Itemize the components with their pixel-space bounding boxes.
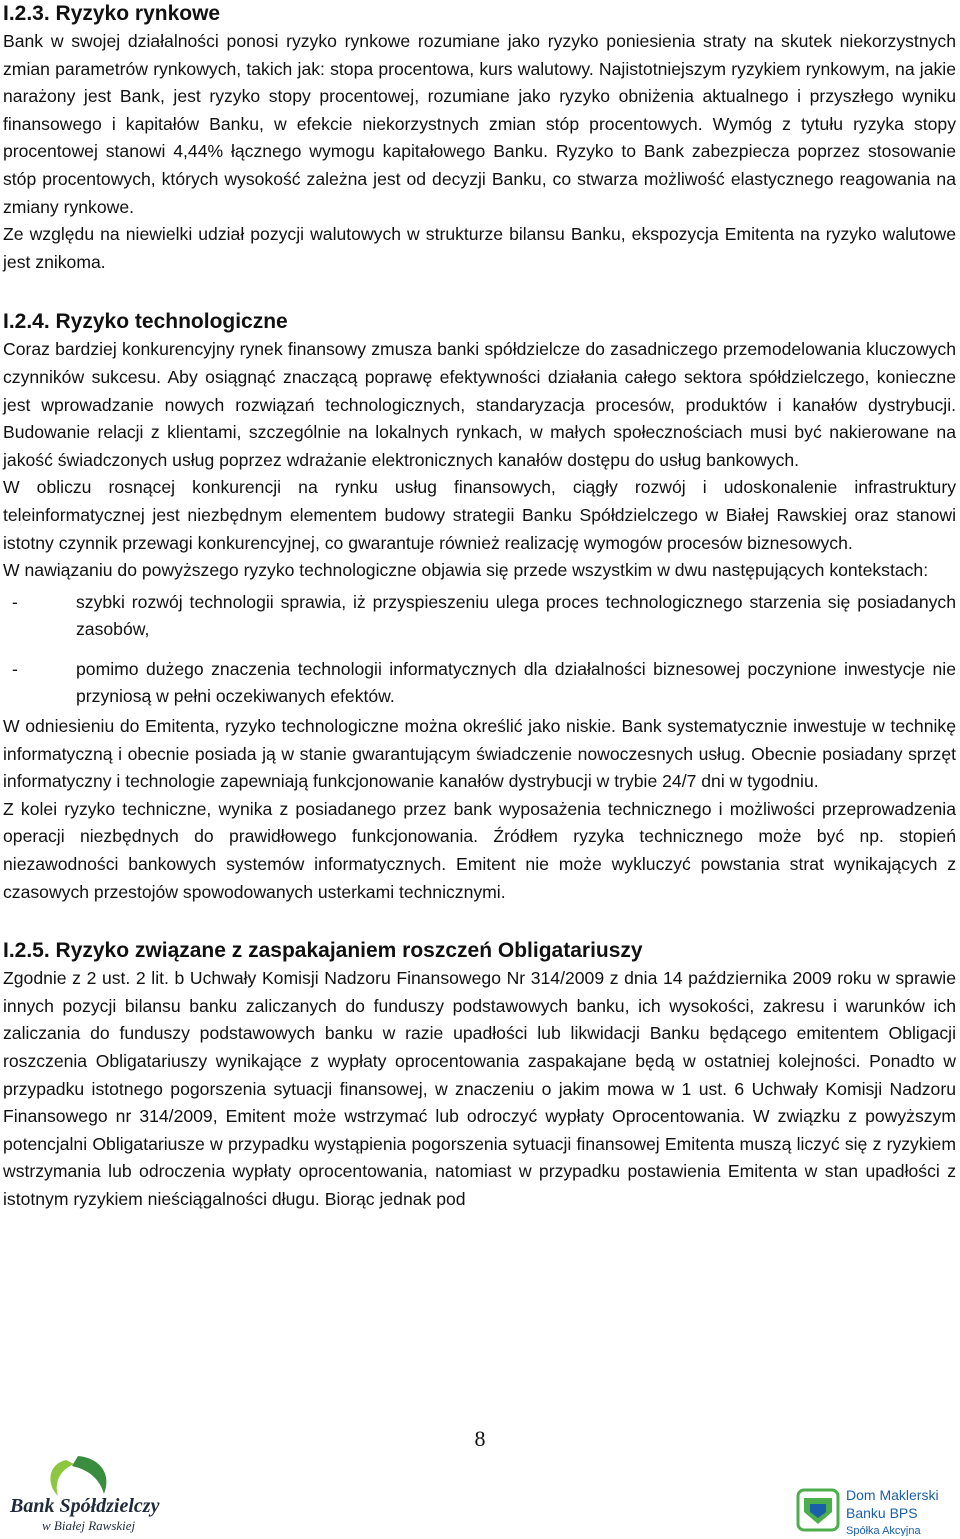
section-heading: I.2.5. Ryzyko związane z zaspakajaniem roszczeń Obligatariuszy <box>3 939 643 963</box>
bank-spoldzielczy-logo <box>8 1454 178 1536</box>
leaf-swoosh-icon <box>50 1456 106 1496</box>
logo-right-line1: Dom Maklerski <box>846 1487 939 1503</box>
bullet-dash: - <box>12 591 18 612</box>
paragraph: W obliczu rosnącej konkurencji na rynku usług finansowych, ciągły rozwój i udoskonalenie infrastruktury teleinformatycznej jest niezbędnym elementem budowy strategii Banku Spółdzielczego w Białej Rawskiej oraz stanowi istotny czynnik przewagi konkurencyjnej, co gwarantuje również realizację wymogów procesów biznesowych. <box>3 477 956 553</box>
logo-left-line1: Bank Spółdzielczy <box>10 1495 160 1517</box>
paragraph: Ze względu na niewielki udział pozycji walutowych w strukturze bilansu Banku, ekspozycja Emitenta na ryzyko walutowe jest znikoma. <box>3 224 956 272</box>
paragraph: W odniesieniu do Emitenta, ryzyko technologiczne można określić jako niskie. Bank systematycznie inwestuje w technikę informatyczną i obecnie posiada ją w stanie gwarantującym świadczenie nowoczesnych usług. Obecnie posiadany sprzęt informatyczny i technologie zapewniają funkcjonowanie kanałów dystrybucji w trybie 24/7 dni w tygodniu. <box>3 716 956 792</box>
list-item <box>3 656 956 711</box>
list-item-text: pomimo dużego znaczenia technologii informatycznych dla działalności biznesowej poczynione inwestycje nie przyniosą w pełni oczekiwanych efektów. <box>76 658 956 707</box>
section-market-risk <box>3 0 956 276</box>
list-item-text: szybki rozwój technologii sprawia, iż przyspieszeniu ulega proces technologicznego starzenia się posiadanych zasobów, <box>76 591 956 640</box>
section-technology-risk <box>3 308 956 906</box>
paragraph: W nawiązaniu do powyższego ryzyko technologiczne objawia się przede wszystkim w dwu następujących kontekstach: <box>3 560 929 581</box>
section-heading: I.2.3. Ryzyko rynkowe <box>3 2 221 25</box>
paragraph: Coraz bardziej konkurencyjny rynek finansowy zmusza banki spółdzielcze do zasadniczego przemodelowania kluczowych czynników sukcesu. Aby osiągnąć znaczącą poprawę efektywności działania całego sektora spółdzielczego, konieczne jest wprowadzanie nowych rozwiązań technologicznych, standaryzacja procesów, produktów i kanałów dystrybucji. Budowanie relacji z klientami, szczególnie na lokalnych rynkach, w małych społecznościach musi być nakierowane na jakość świadczonych usług poprzez wdrażanie elektronicznych kanałów dostępu do usług bankowych. <box>3 339 956 470</box>
bullet-list <box>3 589 956 711</box>
document-page <box>3 0 956 1214</box>
paragraph: Zgodnie z 2 ust. 2 lit. b Uchwały Komisji Nadzoru Finansowego Nr 314/2009 z dnia 14 października 2009 roku w sprawie innych pozycji bilansu banku zaliczanych do funduszy podstawowych banku, ich wysokości, zakresu i warunków ich zaliczania do funduszy podstawowych banku w razie upadłości lub likwidacji Banku będącego emitentem Obligacji roszczenia Obligatariuszy wynikające z wypłaty oprocentowania zaspakajane będą w ostatniej kolejności. Ponadto w przypadku istotnego pogorszenia sytuacji finansowej, w znaczeniu o jakim mowa w 1 ust. 6 Uchwały Komisji Nadzoru Finansowego nr 314/2009, Emitent może wstrzymać lub odroczyć wypłaty Oprocentowania. W związku z powyższym potencjalni Obligatariusze w przypadku wystąpienia pogorszenia sytuacji finansowej Emitenta muszą liczyć się z ryzykiem wstrzymania lub odroczenia wypłaty oprocentowania, natomiast w przypadku postawienia Emitenta w stan upadłości z istotnym ryzykiem nieściągalności długu. Biorąc jednak pod <box>3 968 956 1209</box>
logo-right-line3: Spółka Akcyjna <box>846 1525 921 1536</box>
bullet-dash: - <box>12 658 18 679</box>
logo-right-line2: Banku BPS <box>846 1505 918 1521</box>
page-number: 8 <box>474 1426 486 1451</box>
section-bondholder-claims-risk <box>3 937 956 1213</box>
logo-left-line2: w Białej Rawskiej <box>42 1518 136 1533</box>
section-heading: I.2.4. Ryzyko technologiczne <box>3 310 288 334</box>
bps-emblem-icon <box>798 1490 838 1530</box>
paragraph: Z kolei ryzyko techniczne, wynika z posiadanego przez bank wyposażenia technicznego i możliwości przeprowadzenia operacji niezbędnych do prawidłowego funkcjonowania. Źródłem ryzyka technicznego może być np. stopień niezawodności bankowych systemów informatycznych. Emitent nie może wykluczyć powstania strat wynikających z czasowych przestojów spowodowanych usterkami technicznymi. <box>3 798 956 902</box>
dm-bps-logo <box>796 1484 956 1536</box>
paragraph: Bank w swojej działalności ponosi ryzyko rynkowe rozumiane jako ryzyko poniesienia straty na skutek niekorzystnych zmian parametrów rynkowych, takich jak: stopa procentowa, kurs walutowy. Najistotniejszym ryzykiem rynkowym, na jakie narażony jest Bank, jest ryzyko stopy procentowej, rozumiane jako ryzyko obniżenia aktualnego i przyszłego wyniku finansowego i kapitałów Banku, w efekcie niekorzystnych zmian stóp procentowych. Wymóg z tytułu ryzyka stopy procentowej stanowi 4,44% łącznego wymogu kapitałowego Banku. Ryzyko to Bank zabezpiecza poprzez stosowanie stóp procentowych, których wysokość zależna jest od decyzji Banku, co stwarza możliwość elastycznego reagowania na zmiany rynkowe. <box>3 31 956 217</box>
list-item <box>3 589 956 644</box>
